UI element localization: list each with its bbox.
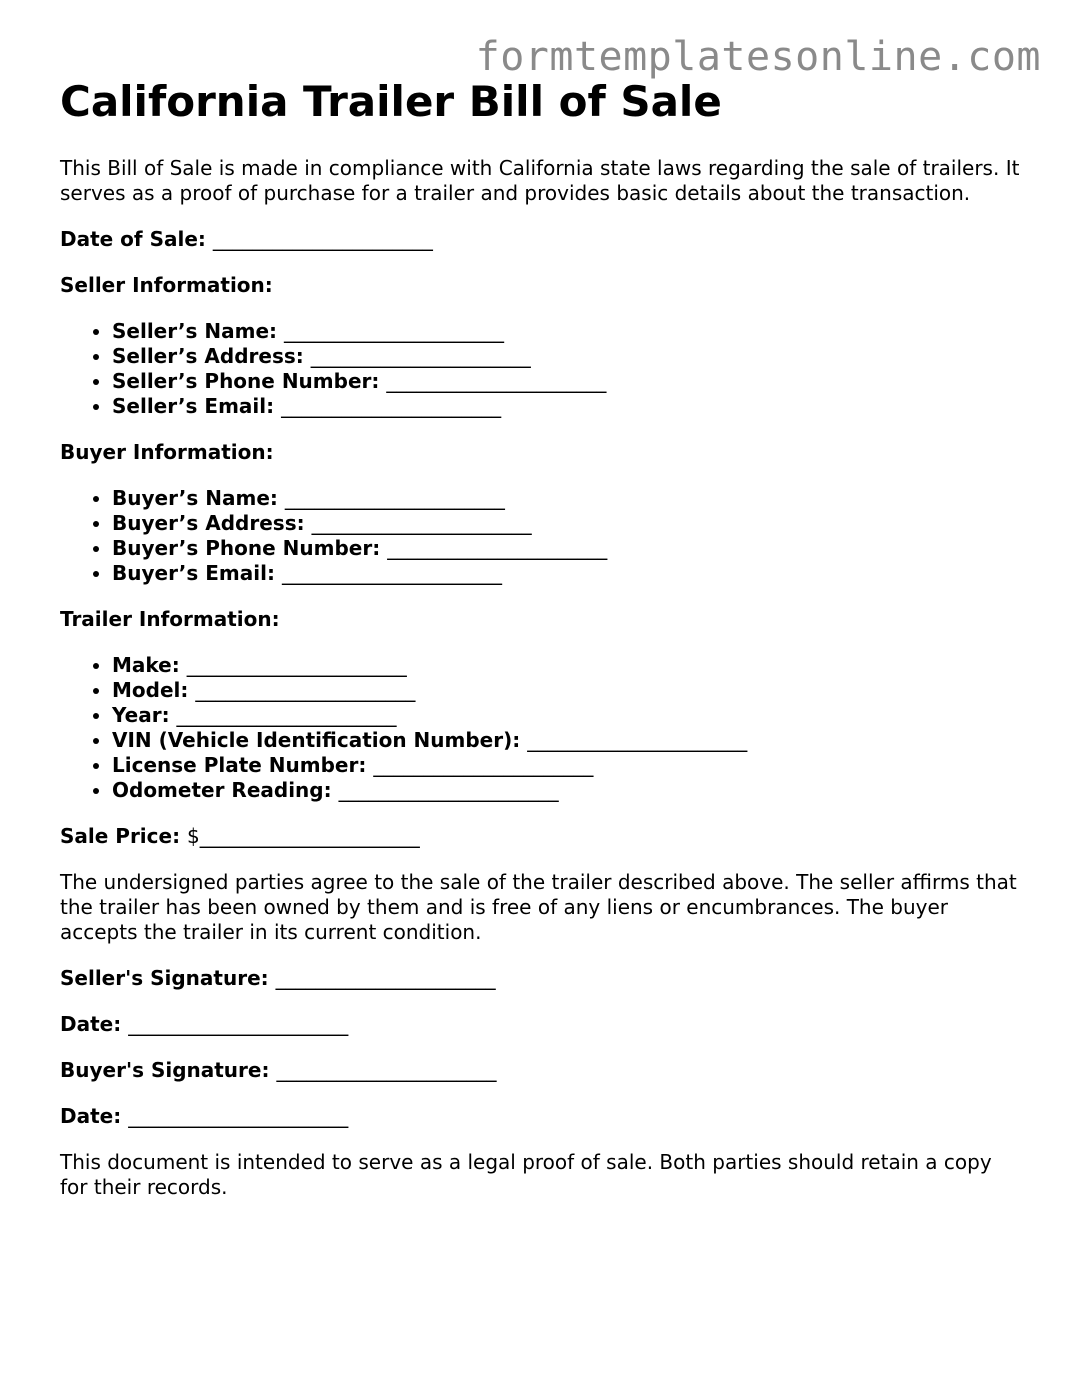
list-item — [112, 561, 1020, 586]
seller-section-heading: Seller Information: — [60, 273, 273, 297]
list-item — [112, 369, 1020, 394]
trailer-make-blank[interactable]: ______________________ — [186, 653, 407, 677]
list-item — [112, 344, 1020, 369]
list-item — [112, 486, 1020, 511]
buyer-info-list — [60, 486, 1020, 586]
seller-phone-blank[interactable]: ______________________ — [386, 369, 607, 393]
buyer-phone-blank[interactable]: ______________________ — [387, 536, 608, 560]
buyer-name-blank[interactable]: ______________________ — [284, 486, 505, 510]
date-of-sale-label: Date of Sale: — [60, 227, 206, 251]
trailer-year-label: Year: — [112, 703, 170, 727]
seller-address-label: Seller’s Address: — [112, 344, 304, 368]
list-item — [112, 653, 1020, 678]
seller-date-label: Date: — [60, 1012, 122, 1036]
list-item — [112, 678, 1020, 703]
date-of-sale-blank[interactable]: ______________________ — [212, 227, 433, 251]
page-title: California Trailer Bill of Sale — [60, 77, 722, 126]
seller-info-list — [60, 319, 1020, 419]
seller-address-blank[interactable]: ______________________ — [310, 344, 531, 368]
list-item — [112, 778, 1020, 803]
list-item — [112, 753, 1020, 778]
trailer-info-list — [60, 653, 1020, 803]
seller-date-field — [60, 1012, 1020, 1037]
buyer-date-label: Date: — [60, 1104, 122, 1128]
trailer-model-blank[interactable]: ______________________ — [195, 678, 416, 702]
trailer-odometer-blank[interactable]: ______________________ — [338, 778, 559, 802]
buyer-signature-label: Buyer's Signature: — [60, 1058, 270, 1082]
buyer-date-blank[interactable]: ______________________ — [128, 1104, 349, 1128]
sale-price-currency: $ — [187, 824, 200, 848]
trailer-odometer-label: Odometer Reading: — [112, 778, 332, 802]
sale-price-blank[interactable]: ______________________ — [199, 824, 420, 848]
seller-email-label: Seller’s Email: — [112, 394, 275, 418]
trailer-vin-label: VIN (Vehicle Identification Number): — [112, 728, 521, 752]
buyer-address-blank[interactable]: ______________________ — [311, 511, 532, 535]
trailer-model-label: Model: — [112, 678, 189, 702]
seller-email-blank[interactable]: ______________________ — [281, 394, 502, 418]
closing-paragraph: This document is intended to serve as a legal proof of sale. Both parties should retain a copy for their records. — [60, 1150, 992, 1199]
seller-signature-field — [60, 966, 1020, 991]
buyer-phone-label: Buyer’s Phone Number: — [112, 536, 381, 560]
seller-signature-blank[interactable]: ______________________ — [275, 966, 496, 990]
buyer-email-label: Buyer’s Email: — [112, 561, 275, 585]
intro-paragraph: This Bill of Sale is made in compliance with California state laws regarding the sale of trailers. It serves as a proof of purchase for a trailer and provides basic details about the transaction. — [60, 156, 1020, 205]
buyer-address-label: Buyer’s Address: — [112, 511, 305, 535]
watermark: formtemplatesonline.com — [475, 34, 1041, 80]
list-item — [112, 728, 1020, 753]
seller-date-blank[interactable]: ______________________ — [128, 1012, 349, 1036]
trailer-make-label: Make: — [112, 653, 180, 677]
buyer-email-blank[interactable]: ______________________ — [281, 561, 502, 585]
sale-price-label: Sale Price: — [60, 824, 181, 848]
document-page — [60, 76, 1020, 1200]
list-item — [112, 511, 1020, 536]
date-of-sale-field — [60, 227, 1020, 252]
list-item — [112, 703, 1020, 728]
buyer-section-heading: Buyer Information: — [60, 440, 274, 464]
sale-price-field — [60, 824, 1020, 849]
trailer-section-heading: Trailer Information: — [60, 607, 280, 631]
buyer-date-field — [60, 1104, 1020, 1129]
trailer-year-blank[interactable]: ______________________ — [176, 703, 397, 727]
buyer-signature-blank[interactable]: ______________________ — [276, 1058, 497, 1082]
list-item — [112, 536, 1020, 561]
buyer-name-label: Buyer’s Name: — [112, 486, 278, 510]
buyer-signature-field — [60, 1058, 1020, 1083]
trailer-plate-label: License Plate Number: — [112, 753, 367, 777]
trailer-vin-blank[interactable]: ______________________ — [527, 728, 748, 752]
seller-name-label: Seller’s Name: — [112, 319, 278, 343]
seller-name-blank[interactable]: ______________________ — [284, 319, 505, 343]
seller-phone-label: Seller’s Phone Number: — [112, 369, 380, 393]
list-item — [112, 394, 1020, 419]
agreement-paragraph: The undersigned parties agree to the sale of the trailer described above. The seller affirms that the trailer has been owned by them and is free of any liens or encumbrances. The buyer accepts the trailer in its current condition. — [60, 870, 1017, 944]
trailer-plate-blank[interactable]: ______________________ — [373, 753, 594, 777]
seller-signature-label: Seller's Signature: — [60, 966, 269, 990]
list-item — [112, 319, 1020, 344]
